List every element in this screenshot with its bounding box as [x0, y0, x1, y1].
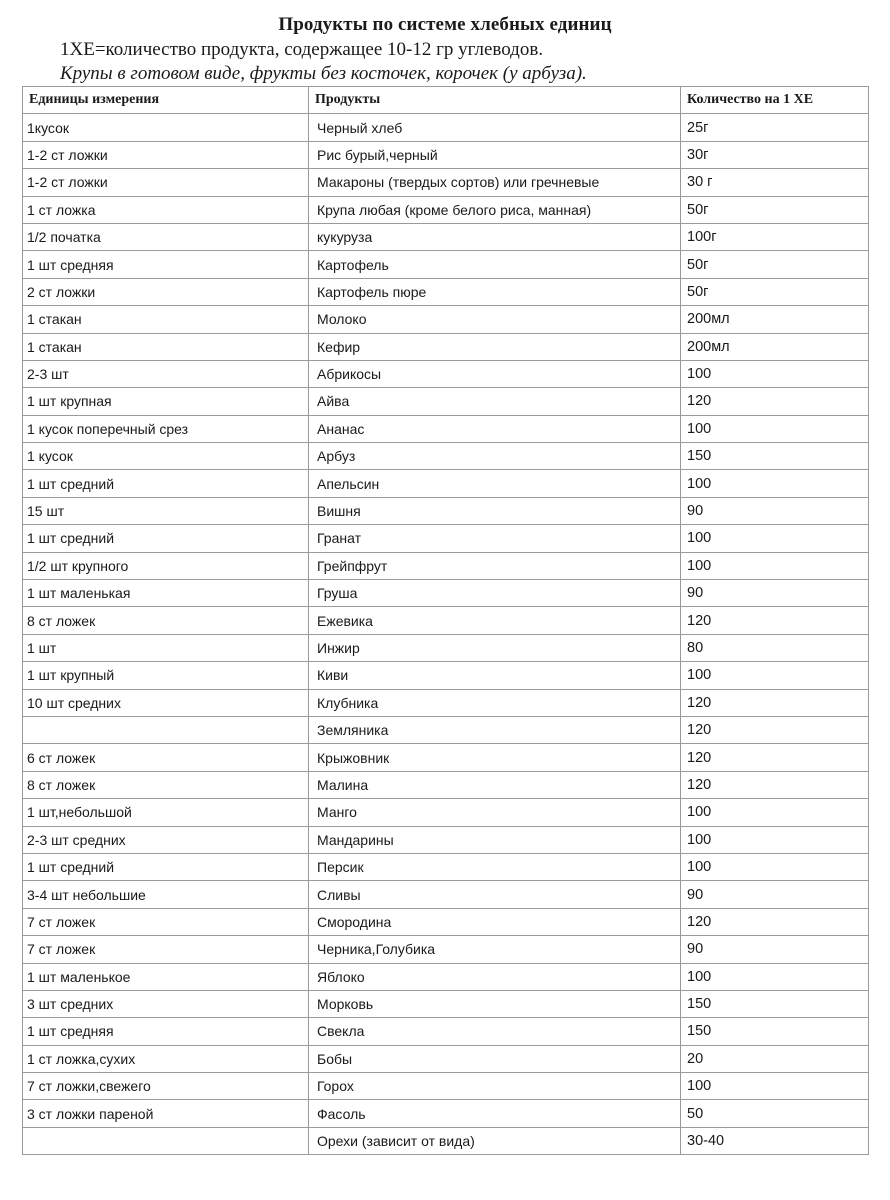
- cell-product: Рис бурый,черный: [309, 141, 681, 168]
- table-row: [23, 771, 869, 798]
- cell-quantity: 100: [681, 963, 869, 990]
- table-row: [23, 853, 869, 880]
- cell-quantity: 30 г: [681, 169, 869, 196]
- cell-unit: 1 ст ложка,сухих: [23, 1045, 309, 1072]
- cell-product: Сливы: [309, 881, 681, 908]
- cell-product: кукуруза: [309, 223, 681, 250]
- table-row: [23, 278, 869, 305]
- cell-quantity: 200мл: [681, 306, 869, 333]
- cell-product: Горох: [309, 1073, 681, 1100]
- cell-product: Бобы: [309, 1045, 681, 1072]
- cell-unit: 7 ст ложки,свежего: [23, 1073, 309, 1100]
- cell-unit: 15 шт: [23, 497, 309, 524]
- cell-product: Яблоко: [309, 963, 681, 990]
- table-row: [23, 826, 869, 853]
- cell-unit: 1 шт средний: [23, 853, 309, 880]
- cell-product: Малина: [309, 771, 681, 798]
- cell-quantity: 100: [681, 1073, 869, 1100]
- cell-product: Молоко: [309, 306, 681, 333]
- cell-product: Клубника: [309, 689, 681, 716]
- cell-product: Манго: [309, 799, 681, 826]
- table-row: [23, 799, 869, 826]
- cell-product: Фасоль: [309, 1100, 681, 1127]
- table-body: [23, 114, 869, 1155]
- cell-quantity: 120: [681, 908, 869, 935]
- table-row: [23, 1073, 869, 1100]
- cell-product: Ежевика: [309, 607, 681, 634]
- cell-unit: [23, 716, 309, 743]
- cell-quantity: 100: [681, 826, 869, 853]
- table-row: [23, 443, 869, 470]
- table-row: [23, 1100, 869, 1127]
- cell-unit: 1/2 початка: [23, 223, 309, 250]
- cell-product: Айва: [309, 388, 681, 415]
- cell-product: Мандарины: [309, 826, 681, 853]
- cell-quantity: 150: [681, 990, 869, 1017]
- cell-product: Ананас: [309, 415, 681, 442]
- cell-product: Черный хлеб: [309, 114, 681, 141]
- cell-product: Гранат: [309, 525, 681, 552]
- cell-unit: 1 шт маленькая: [23, 580, 309, 607]
- table-row: [23, 908, 869, 935]
- cell-unit: 1 шт,небольшой: [23, 799, 309, 826]
- cell-unit: 1 стакан: [23, 306, 309, 333]
- cell-unit: 1 ст ложка: [23, 196, 309, 223]
- cell-unit: 1 шт крупный: [23, 662, 309, 689]
- cell-unit: 1 кусок поперечный срез: [23, 415, 309, 442]
- table-row: [23, 634, 869, 661]
- cell-product: Картофель: [309, 251, 681, 278]
- cell-quantity: 200мл: [681, 333, 869, 360]
- cell-product: Крыжовник: [309, 744, 681, 771]
- cell-unit: 8 ст ложек: [23, 607, 309, 634]
- cell-unit: 3 ст ложки пареной: [23, 1100, 309, 1127]
- table-header-row: [23, 87, 869, 114]
- cell-unit: 1 шт: [23, 634, 309, 661]
- cell-product: Абрикосы: [309, 360, 681, 387]
- cell-product: Инжир: [309, 634, 681, 661]
- cell-product: Свекла: [309, 1018, 681, 1045]
- table-row: [23, 415, 869, 442]
- table-row: [23, 552, 869, 579]
- cell-quantity: 100: [681, 799, 869, 826]
- cell-product: Макароны (твердых сортов) или гречневые: [309, 169, 681, 196]
- table-row: [23, 333, 869, 360]
- cell-unit: 1 шт средняя: [23, 251, 309, 278]
- bread-units-table: [22, 86, 869, 1155]
- cell-product: Черника,Голубика: [309, 936, 681, 963]
- cell-quantity: 30г: [681, 141, 869, 168]
- cell-quantity: 50: [681, 1100, 869, 1127]
- cell-unit: [23, 1127, 309, 1154]
- cell-product: Морковь: [309, 990, 681, 1017]
- table-row: [23, 169, 869, 196]
- cell-unit: 6 ст ложек: [23, 744, 309, 771]
- cell-product: Картофель пюре: [309, 278, 681, 305]
- table-row: [23, 580, 869, 607]
- cell-unit: 3 шт средних: [23, 990, 309, 1017]
- cell-quantity: 120: [681, 689, 869, 716]
- cell-quantity: 80: [681, 634, 869, 661]
- cell-unit: 1 шт средняя: [23, 1018, 309, 1045]
- cell-unit: 1 шт средний: [23, 525, 309, 552]
- table-row: [23, 196, 869, 223]
- cell-quantity: 100г: [681, 223, 869, 250]
- table-row: [23, 470, 869, 497]
- cell-unit: 1/2 шт крупного: [23, 552, 309, 579]
- table-row: [23, 716, 869, 743]
- cell-quantity: 120: [681, 716, 869, 743]
- table-row: [23, 525, 869, 552]
- cell-unit: 1 шт крупная: [23, 388, 309, 415]
- cell-quantity: 100: [681, 853, 869, 880]
- cell-quantity: 120: [681, 771, 869, 798]
- cell-quantity: 120: [681, 744, 869, 771]
- cell-unit: 1 кусок: [23, 443, 309, 470]
- cell-product: Кефир: [309, 333, 681, 360]
- cell-quantity: 100: [681, 360, 869, 387]
- cell-product: Земляника: [309, 716, 681, 743]
- cell-quantity: 90: [681, 497, 869, 524]
- cell-quantity: 25г: [681, 114, 869, 141]
- cell-unit: 3-4 шт небольшие: [23, 881, 309, 908]
- table-row: [23, 990, 869, 1017]
- table-row: [23, 744, 869, 771]
- table-row: [23, 141, 869, 168]
- cell-quantity: 120: [681, 607, 869, 634]
- table-row: [23, 1045, 869, 1072]
- cell-quantity: 90: [681, 580, 869, 607]
- table-row: [23, 223, 869, 250]
- cell-unit: 1 шт маленькое: [23, 963, 309, 990]
- cell-quantity: 50г: [681, 251, 869, 278]
- cell-product: Груша: [309, 580, 681, 607]
- cell-unit: 1 шт средний: [23, 470, 309, 497]
- cell-quantity: 90: [681, 881, 869, 908]
- table-row: [23, 114, 869, 141]
- cell-quantity: 120: [681, 388, 869, 415]
- cell-unit: 10 шт средних: [23, 689, 309, 716]
- table-row: [23, 1018, 869, 1045]
- cell-product: Смородина: [309, 908, 681, 935]
- table-row: [23, 1127, 869, 1154]
- cell-quantity: 150: [681, 443, 869, 470]
- cell-quantity: 150: [681, 1018, 869, 1045]
- cell-quantity: 30-40: [681, 1127, 869, 1154]
- cell-unit: 1кусок: [23, 114, 309, 141]
- table-row: [23, 936, 869, 963]
- header-products: Продукты: [309, 87, 681, 114]
- table-row: [23, 497, 869, 524]
- cell-quantity: 100: [681, 552, 869, 579]
- cell-quantity: 100: [681, 415, 869, 442]
- cell-unit: 2 ст ложки: [23, 278, 309, 305]
- header-units: Единицы измерения: [23, 87, 309, 114]
- cell-quantity: 90: [681, 936, 869, 963]
- cell-product: Вишня: [309, 497, 681, 524]
- cell-quantity: 50г: [681, 196, 869, 223]
- cell-product: Крупа любая (кроме белого риса, манная): [309, 196, 681, 223]
- cell-product: Киви: [309, 662, 681, 689]
- table-row: [23, 251, 869, 278]
- cell-product: Арбуз: [309, 443, 681, 470]
- cell-unit: 2-3 шт: [23, 360, 309, 387]
- cell-unit: 7 ст ложек: [23, 908, 309, 935]
- cell-unit: 8 ст ложек: [23, 771, 309, 798]
- cell-product: Орехи (зависит от вида): [309, 1127, 681, 1154]
- cell-unit: 2-3 шт средних: [23, 826, 309, 853]
- cell-quantity: 20: [681, 1045, 869, 1072]
- table-row: [23, 662, 869, 689]
- cell-unit: 1-2 ст ложки: [23, 141, 309, 168]
- cell-unit: 1-2 ст ложки: [23, 169, 309, 196]
- cell-quantity: 100: [681, 470, 869, 497]
- cell-product: Апельсин: [309, 470, 681, 497]
- table-row: [23, 360, 869, 387]
- cell-unit: 7 ст ложек: [23, 936, 309, 963]
- xe-definition: 1ХЕ=количество продукта, содержащее 10-12 гр углеводов.: [60, 39, 544, 60]
- cell-quantity: 100: [681, 662, 869, 689]
- cell-quantity: 100: [681, 525, 869, 552]
- table-row: [23, 607, 869, 634]
- cell-unit: 1 стакан: [23, 333, 309, 360]
- cell-quantity: 50г: [681, 278, 869, 305]
- cell-product: Персик: [309, 853, 681, 880]
- table-row: [23, 963, 869, 990]
- preparation-note: Крупы в готовом виде, фрукты без косточек, корочек (у арбуза).: [60, 63, 587, 84]
- header-quantity: Количество на 1 ХЕ: [681, 87, 869, 114]
- table-row: [23, 881, 869, 908]
- table-row: [23, 388, 869, 415]
- document-title: Продукты по системе хлебных единиц: [278, 14, 612, 35]
- table-row: [23, 689, 869, 716]
- cell-product: Грейпфрут: [309, 552, 681, 579]
- table-row: [23, 306, 869, 333]
